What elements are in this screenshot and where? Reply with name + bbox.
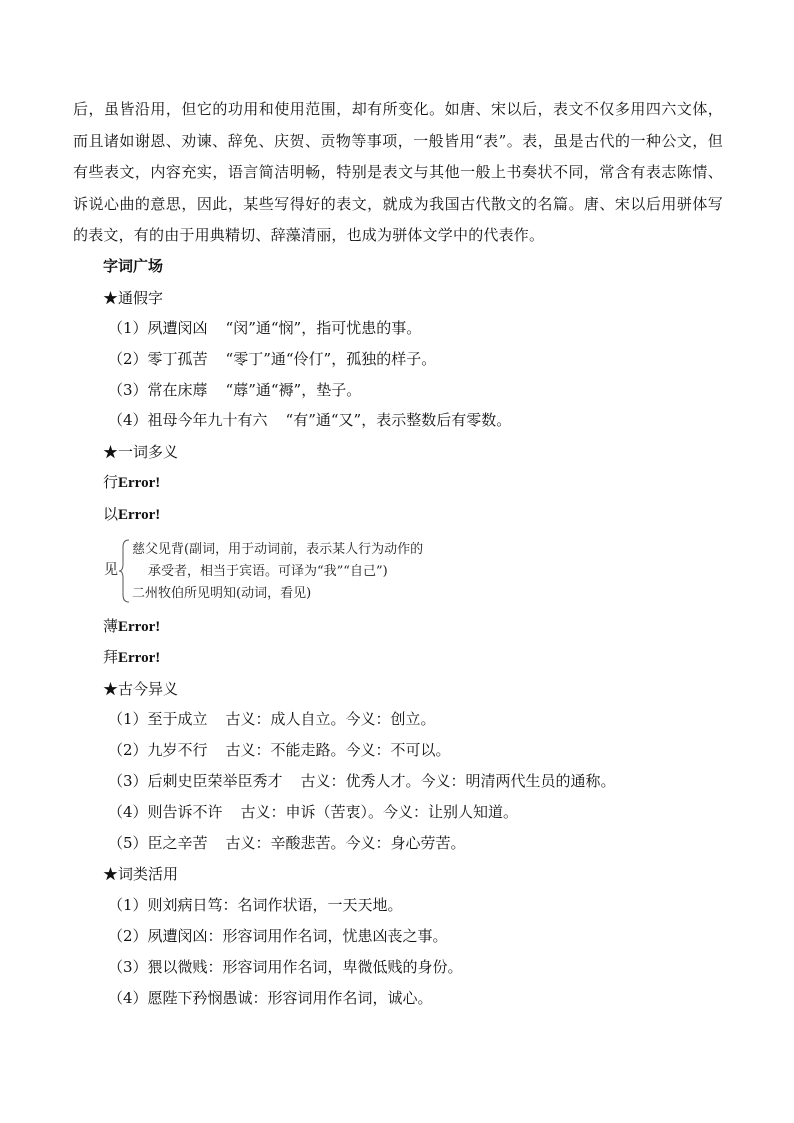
gujin-item xyxy=(108,802,518,822)
error-marker: Error! xyxy=(118,507,161,523)
jian-meaning-2: 二州牧伯所见明知(动词，看见) xyxy=(132,586,312,601)
error-marker: Error! xyxy=(118,650,161,666)
gujin-item xyxy=(108,740,451,760)
tongjia-phrase: （4）祖母今年九十有六 xyxy=(108,411,268,429)
tongjia-item xyxy=(108,318,421,338)
tongjia-note: “闵”通“悯”，指可忧患的事。 xyxy=(225,319,422,337)
gujin-item xyxy=(108,833,466,853)
jian-meaning-1-cont: 承受者，相当于宾语。可译为“我”“自己”) xyxy=(148,564,388,579)
tongjia-note: “有”通“又”，表示整数后有零数。 xyxy=(285,411,512,429)
gujin-heading: ★古今异义 xyxy=(103,680,179,698)
duoyi-bo xyxy=(103,616,160,637)
tongjia-phrase: （3）常在床蓐 xyxy=(108,381,208,399)
gujin-phrase: （3）后刺史臣荣举臣秀才 xyxy=(108,772,283,790)
cilei-item: （1）则刘病日笃：名词作状语，一天天地。 xyxy=(108,896,403,914)
jian-meaning-group xyxy=(104,538,484,606)
duoyi-yi xyxy=(103,504,160,525)
gujin-note: 古义：成人自立。今义：创立。 xyxy=(225,710,436,728)
tongjia-note: “零丁”通“伶仃”，孤独的样子。 xyxy=(225,350,437,368)
intro-paragraph: 后，虽皆沿用，但它的功用和使用范围，却有所变化。如唐、宋以后，表文不仅多用四六文体，而且诸如谢恩、劝谏、辞免、庆贺、贡物等事项，一般皆用“表”。表，虽是古代的一种公文，但有些表文，内容充实，语言简洁明畅，特别是表文与其他一般上书奏状不同，常含有表志陈情、诉说心曲的意思，因此，某些写得好的表文，就成为我国古代散文的名篇。唐、宋以后用骈体写的表文，有的由于用典精切、辞藻清丽，也成为骈体文学中的代表作。 xyxy=(73,100,723,244)
gujin-note: 古义：优秀人才。今义：明清两代生员的通称。 xyxy=(300,772,616,790)
gujin-note: 古义：不能走路。今义：不可以。 xyxy=(225,741,451,759)
tongjia-item xyxy=(108,380,361,400)
duoyi-xing xyxy=(103,472,160,493)
curly-brace-icon xyxy=(118,538,130,604)
error-marker: Error! xyxy=(118,475,161,491)
duoyi-char: 见 xyxy=(104,562,118,578)
tongjia-item xyxy=(108,349,436,369)
tongjia-phrase: （1）夙遭闵凶 xyxy=(108,319,208,337)
duoyi-char: 拜 xyxy=(103,648,119,666)
gujin-item xyxy=(108,771,616,791)
tongjia-phrase: （2）零丁孤苦 xyxy=(108,350,208,368)
duoyi-heading: ★一词多义 xyxy=(103,443,179,461)
tongjia-item xyxy=(108,410,511,430)
cilei-item: （4）愿陛下矜悯愚诚：形容词用作名词，诚心。 xyxy=(108,989,433,1007)
duoyi-char: 薄 xyxy=(103,617,119,635)
cilei-heading: ★词类活用 xyxy=(103,865,179,883)
duoyi-char: 行 xyxy=(103,473,119,491)
section-title: 字词广场 xyxy=(103,257,164,275)
gujin-phrase: （5）臣之辛苦 xyxy=(108,834,208,852)
duoyi-bai xyxy=(103,647,160,668)
gujin-item xyxy=(108,709,436,729)
gujin-note: 古义：申诉（苦衷）。今义：让别人知道。 xyxy=(240,803,519,821)
gujin-phrase: （1）至于成立 xyxy=(108,710,208,728)
tongjia-note: “蓐”通“褥”，垫子。 xyxy=(225,381,362,399)
gujin-phrase: （2）九岁不行 xyxy=(108,741,208,759)
gujin-note: 古义：辛酸悲苦。今义：身心劳苦。 xyxy=(225,834,466,852)
error-marker: Error! xyxy=(118,619,161,635)
cilei-item: （3）猥以微贱：形容词用作名词，卑微低贱的身份。 xyxy=(108,958,463,976)
tongjia-heading: ★通假字 xyxy=(103,289,164,307)
cilei-item: （2）夙遭闵凶：形容词用作名词，忧患凶丧之事。 xyxy=(108,927,448,945)
duoyi-char: 以 xyxy=(103,505,119,523)
gujin-phrase: （4）则告诉不许 xyxy=(108,803,223,821)
jian-meaning-1: 慈父见背(副词，用于动词前，表示某人行为动作的 xyxy=(132,542,424,557)
